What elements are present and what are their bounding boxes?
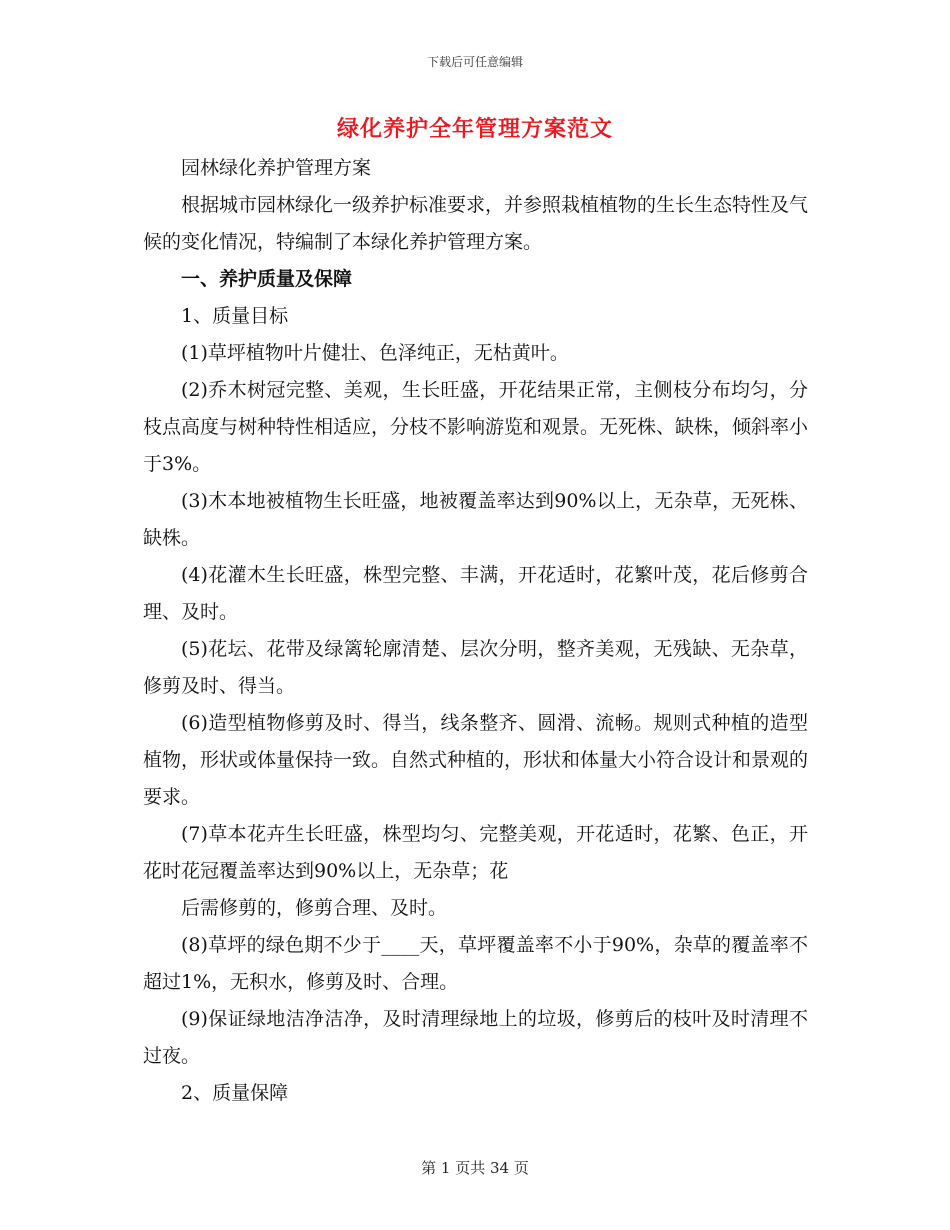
body-paragraph: (4)花灌木生长旺盛，株型完整、丰满，开花适时，花繁叶茂，花后修剪合理、及时。 xyxy=(143,564,808,623)
body-paragraph: (3)木本地被植物生长旺盛，地被覆盖率达到90%以上，无杂草，无死株、缺株。 xyxy=(143,490,808,549)
body-paragraph: 2、质量保障 xyxy=(181,1082,289,1104)
body-paragraph: (5)花坛、花带及绿篱轮廓清楚、层次分明，整齐美观，无残缺、无杂草，修剪及时、得当。 xyxy=(143,638,808,697)
section-heading: 一、养护质量及保障 xyxy=(181,268,353,290)
body-paragraph: (6)造型植物修剪及时、得当，线条整齐、圆滑、流畅。规则式种植的造型植物，形状或体量保持一致。自然式种植的，形状和体量大小符合设计和景观的要求。 xyxy=(143,712,809,808)
page-footer: 第 1 页共 34 页 xyxy=(421,1159,529,1177)
page-header: 下载后可任意编辑 xyxy=(426,55,523,69)
body-paragraph: 后需修剪的，修剪合理、及时。 xyxy=(181,897,448,919)
body-paragraph: 根据城市园林绿化一级养护标准要求，并参照栽植植物的生长生态特性及气候的变化情况，特编制了本绿化养护管理方案。 xyxy=(143,194,809,253)
body-paragraph: (2)乔木树冠完整、美观，生长旺盛，开花结果正常，主侧枝分布均匀，分枝点高度与树种特性相适应，分枝不影响游览和观景。无死株、缺株，倾斜率小于3%。 xyxy=(143,379,809,475)
body-paragraph: (9)保证绿地洁净洁净，及时清理绿地上的垃圾，修剪后的枝叶及时清理不过夜。 xyxy=(143,1008,808,1067)
body-paragraph: (7)草本花卉生长旺盛，株型均匀、完整美观，开花适时，花繁、色正，开花时花冠覆盖率达到90%以上，无杂草；花 xyxy=(143,823,808,882)
document-title: 绿化养护全年管理方案范文 xyxy=(336,116,613,142)
body-paragraph: 1、质量目标 xyxy=(181,305,289,327)
document-body xyxy=(143,150,808,1112)
body-paragraph: (1)草坪植物叶片健壮、色泽纯正，无枯黄叶。 xyxy=(181,342,569,364)
body-paragraph: (8)草坪的绿色期不少于____天，草坪覆盖率不小于90%，杂草的覆盖率不超过1%，无积水，修剪及时、合理。 xyxy=(143,934,808,993)
body-paragraph: 园林绿化养护管理方案 xyxy=(181,157,372,179)
